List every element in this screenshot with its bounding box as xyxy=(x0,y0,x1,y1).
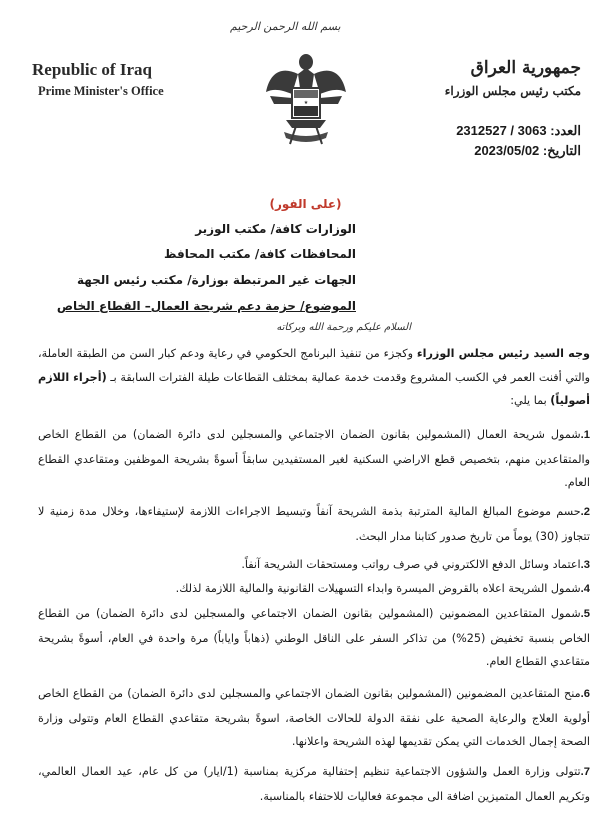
list-item xyxy=(38,602,590,674)
item-text: حسم موضوع المبالغ المالية المترتبة بذمة الشريحة آنفاً وتبسيط الاجراءات اللازمة لإستيفاءها، وخلال مدة زمنية لا تتجاوز (30) يوماً من تاريخ صدور كتابنا مدار البحث. xyxy=(38,505,590,543)
addressee-ministries: الوزارات كافة/ مكتب الوزير xyxy=(195,222,356,236)
list-item xyxy=(38,760,590,808)
intro-paragraph xyxy=(38,342,590,413)
svg-text:★: ★ xyxy=(303,100,309,106)
urgent-marker: (على الفور) xyxy=(269,197,342,211)
item-text: تتولى وزارة العمل والشؤون الاجتماعية تنظيم إحتفالية مركزية بمناسبة (1/ايار) من كل عام، عيد العمال العالمي، وتكريم العمال المتميزين اضافة الى مجموعة فعاليات للاحتفاء بالمناسبة. xyxy=(38,765,590,803)
item-number: 3. xyxy=(580,559,590,571)
reference-number xyxy=(456,123,581,139)
reference-label: العدد: xyxy=(550,123,581,138)
intro-end: بما يلي: xyxy=(510,394,551,407)
item-number: 2. xyxy=(580,506,590,518)
reference-value: 2312527 / 3063 xyxy=(456,123,547,138)
item-number: 4. xyxy=(580,583,590,595)
intro-bold-2: (أجراء اللازم أصولياً) xyxy=(38,370,590,407)
item-number: 6. xyxy=(580,688,590,700)
item-text: شمول الشريحة اعلاه بالقروض الميسرة وابداء التسهيلات القانونية والمالية اللازمة لذلك. xyxy=(175,582,581,595)
item-text: اعتماد وسائل الدفع الالكتروني في صرف رواتب ومستحقات الشريحة آنفاً. xyxy=(241,558,581,571)
addressee-governorates: المحافظات كافة/ مكتب المحافظ xyxy=(164,247,356,261)
list-item xyxy=(38,682,590,754)
iraq-eagle-emblem-icon xyxy=(262,48,350,152)
arabic-office-title: مكتب رئيس مجلس الوزراء xyxy=(444,84,581,98)
list-item xyxy=(38,500,590,548)
item-number: 1. xyxy=(580,429,590,441)
list-item xyxy=(38,423,590,495)
list-item xyxy=(38,577,590,602)
date-label: التاريخ: xyxy=(542,143,581,158)
letter-date xyxy=(474,143,581,159)
date-value: 2023/05/02 xyxy=(474,143,540,158)
basmala: بسم الله الرحمن الرحيم xyxy=(230,20,341,33)
greeting: السلام عليكم ورحمة الله وبركاته xyxy=(276,322,411,333)
item-text: منح المتقاعدين المضمونين (المشمولين بقانون الضمان الاجتماعي والمسجلين لدى دائرة الضمان) من القطاع الخاص أولوية العلاج والرعاية الصحية على نفقة الدولة للحالات الخاصة، اسوةً بشريحة متقاعدي القطاع العام وتتولى وزارة الصحة إجمال الخدمات التي يمكن تقديمها لهذه الشريحة واعلانها. xyxy=(38,687,590,748)
addressee-entities: الجهات غير المرتبطة بوزارة/ مكتب رئيس الجهة xyxy=(76,273,356,287)
item-text: شمول شريحة العمال (المشمولين بقانون الضمان الاجتماعي والمسجلين لدى دائرة الضمان) من القطاع الخاص والمتقاعدين منهم، بتخصيص قطع الاراضي السكنية لغير المستفيدين سابقاً أسوةً بشريحة الموظفين ومتقاعدي القطاع العام. xyxy=(38,428,590,489)
item-number: 7. xyxy=(580,766,590,778)
item-number: 5. xyxy=(580,608,590,620)
intro-text: وكجزء من تنفيذ البرنامج الحكومي في رعاية ودعم كبار السن من الطبقة العاملة، والتي أفنت العمر في الكسب المشروع وقدمت خدمة عمالية بمختلف القطاعات طيلة الفترات السابقة بـ xyxy=(38,347,590,384)
item-text: شمول المتقاعدين المضمونين (المشمولين بقانون الضمان الاجتماعي والمسجلين لدى دائرة الضمان) من القطاع الخاص بنسبة تخفيض (25%) من تذاكر السفر على الناقل الوطني (ذهاباً واياباً) مرة واحدة في العام، أسوةً بشريحة متقاعدي القطاع العام. xyxy=(38,607,590,668)
intro-bold: وجه السيد رئيس مجلس الوزراء xyxy=(416,347,590,360)
arabic-country-title: جمهورية العراق xyxy=(470,58,581,78)
english-office-title: Prime Minister's Office xyxy=(38,84,164,98)
english-country-title: Republic of Iraq xyxy=(32,60,152,79)
letter-subject: الموضوع/ حزمة دعم شريحة العمال– القطاع الخاص xyxy=(56,299,356,313)
list-item xyxy=(38,553,590,578)
